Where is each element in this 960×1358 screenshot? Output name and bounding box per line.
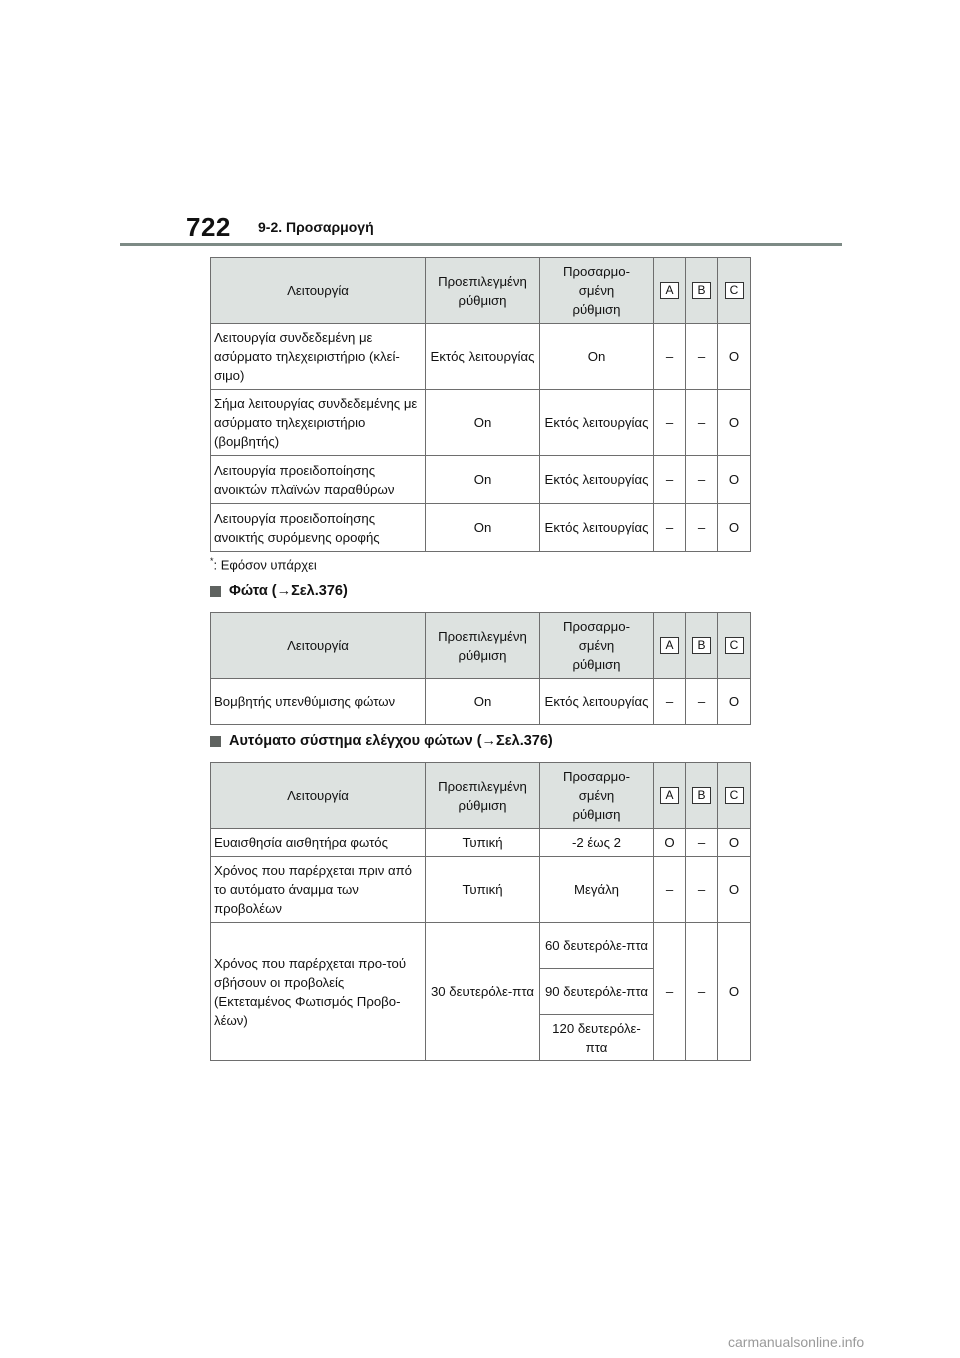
column-header-default: Προεπιλεγμένη ρύθμιση [426, 763, 540, 829]
table-row [211, 324, 751, 390]
table-row [211, 829, 751, 857]
section-heading-text: Φώτα (→Σελ.376) [229, 583, 348, 599]
settings-table-general [210, 257, 751, 552]
cell-a: – [654, 923, 686, 1061]
cell-function: Λειτουργία προειδοποίησης ανοικτών πλαϊνών παραθύρων [211, 456, 426, 504]
cell-default: On [426, 679, 540, 725]
letter-b-box: B [692, 787, 711, 804]
column-header-function: Λειτουργία [211, 258, 426, 324]
table-row [211, 923, 751, 969]
column-header-c [718, 763, 751, 829]
cell-c: O [718, 456, 751, 504]
cell-custom: Εκτός λειτουργίας [540, 504, 654, 552]
table-row [211, 857, 751, 923]
letter-a-box: A [660, 787, 679, 804]
cell-a: O [654, 829, 686, 857]
cell-custom: On [540, 324, 654, 390]
letter-a-box: A [660, 282, 679, 299]
column-header-b [686, 258, 718, 324]
section-heading-lights [210, 583, 348, 599]
cell-default: On [426, 504, 540, 552]
column-header-c [718, 258, 751, 324]
cell-b: – [686, 923, 718, 1061]
table-header-row [211, 613, 751, 679]
cell-function: Λειτουργία προειδοποίησης ανοικτής συρόμενης οροφής [211, 504, 426, 552]
cell-a: – [654, 679, 686, 725]
cell-c: O [718, 923, 751, 1061]
letter-c-box: C [725, 637, 744, 654]
column-header-b [686, 763, 718, 829]
cell-a: – [654, 456, 686, 504]
column-header-c [718, 613, 751, 679]
cell-default: 30 δευτερόλε-πτα [426, 923, 540, 1061]
table-row [211, 390, 751, 456]
column-header-custom: Προσαρμο- σμένη ρύθμιση [540, 613, 654, 679]
page-header [0, 0, 960, 250]
letter-c-box: C [725, 282, 744, 299]
square-bullet-icon [210, 586, 221, 597]
cell-function: Ευαισθησία αισθητήρα φωτός [211, 829, 426, 857]
cell-function: Σήμα λειτουργίας συνδεδεμένης με ασύρματο τηλεχειριστήριο (βομβητής) [211, 390, 426, 456]
column-header-a [654, 258, 686, 324]
header-divider [120, 243, 842, 246]
cell-default: Εκτός λειτουργίας [426, 324, 540, 390]
cell-c: O [718, 829, 751, 857]
cell-default: On [426, 456, 540, 504]
cell-custom: Μεγάλη [540, 857, 654, 923]
cell-custom: Εκτός λειτουργίας [540, 390, 654, 456]
cell-a: – [654, 324, 686, 390]
cell-default: Τυπική [426, 857, 540, 923]
section-heading-auto-lights [210, 733, 553, 749]
column-header-custom: Προσαρμο- σμένη ρύθμιση [540, 258, 654, 324]
cell-function: Χρόνος που παρέρχεται προ-τού σβήσουν οι προβολείς (Εκτεταμένος Φωτισμός Προβο-λέων) [211, 923, 426, 1061]
cell-b: – [686, 456, 718, 504]
column-header-a [654, 763, 686, 829]
letter-a-box: A [660, 637, 679, 654]
cell-c: O [718, 857, 751, 923]
settings-table-auto-lights [210, 762, 751, 1061]
footnote-text: : Εφόσον υπάρχει [213, 557, 317, 573]
cell-custom: Εκτός λειτουργίας [540, 679, 654, 725]
column-header-a [654, 613, 686, 679]
cell-b: – [686, 324, 718, 390]
cell-b: – [686, 390, 718, 456]
cell-custom: Εκτός λειτουργίας [540, 456, 654, 504]
table-header-row [211, 258, 751, 324]
cell-b: – [686, 679, 718, 725]
cell-b: – [686, 829, 718, 857]
page-number: 722 [186, 212, 231, 242]
column-header-b [686, 613, 718, 679]
cell-b: – [686, 504, 718, 552]
cell-function: Λειτουργία συνδεδεμένη με ασύρματο τηλεχειριστήριο (κλεί-σιμο) [211, 324, 426, 390]
cell-default: On [426, 390, 540, 456]
column-header-function: Λειτουργία [211, 763, 426, 829]
letter-b-box: B [692, 282, 711, 299]
watermark: carmanualsonline.info [728, 1334, 865, 1350]
table-row [211, 504, 751, 552]
cell-b: – [686, 857, 718, 923]
cell-c: O [718, 504, 751, 552]
cell-custom-option: 60 δευτερόλε-πτα [540, 923, 654, 969]
column-header-default: Προεπιλεγμένη ρύθμιση [426, 258, 540, 324]
letter-b-box: B [692, 637, 711, 654]
cell-custom-option: 120 δευτερόλε-πτα [540, 1015, 654, 1061]
letter-c-box: C [725, 787, 744, 804]
footnote [210, 556, 317, 572]
cell-a: – [654, 390, 686, 456]
table-row [211, 456, 751, 504]
footnote-marker: * [210, 556, 214, 566]
cell-c: O [718, 390, 751, 456]
cell-c: O [718, 679, 751, 725]
cell-function: Βομβητής υπενθύμισης φώτων [211, 679, 426, 725]
cell-function: Χρόνος που παρέρχεται πριν από το αυτόματο άναμμα των προβολέων [211, 857, 426, 923]
square-bullet-icon [210, 736, 221, 747]
cell-a: – [654, 504, 686, 552]
column-header-function: Λειτουργία [211, 613, 426, 679]
settings-table-lights [210, 612, 751, 725]
column-header-default: Προεπιλεγμένη ρύθμιση [426, 613, 540, 679]
cell-custom-option: 90 δευτερόλε-πτα [540, 969, 654, 1015]
table-row [211, 679, 751, 725]
column-header-custom: Προσαρμο- σμένη ρύθμιση [540, 763, 654, 829]
cell-default: Τυπική [426, 829, 540, 857]
cell-a: – [654, 857, 686, 923]
section-heading-text: Αυτόματο σύστημα ελέγχου φώτων (→Σελ.376) [229, 733, 553, 749]
cell-c: O [718, 324, 751, 390]
table-header-row [211, 763, 751, 829]
section-title: 9-2. Προσαρμογή [258, 219, 374, 235]
cell-custom: -2 έως 2 [540, 829, 654, 857]
